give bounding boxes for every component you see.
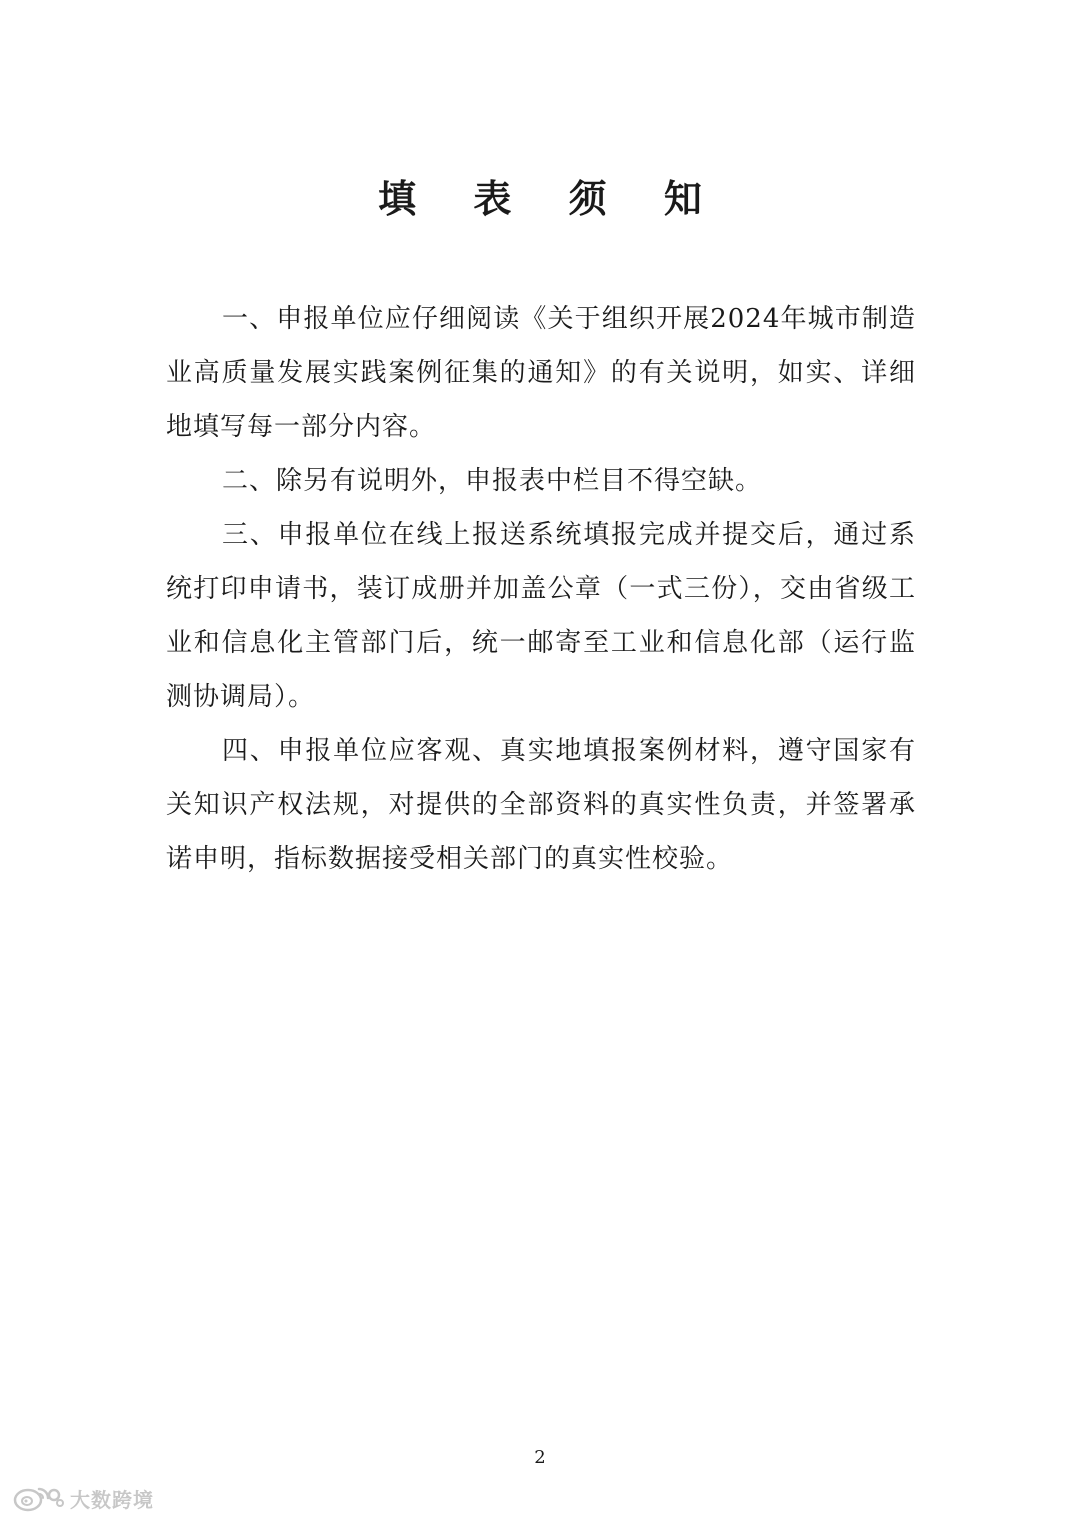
watermark-text: 大数跨境 <box>70 1487 154 1512</box>
paragraph-1: 一、申报单位应仔细阅读《关于组织开展2024年城市制造业高质量发展实践案例征集的通知》的有关说明，如实、详细地填写每一部分内容。 <box>166 304 916 442</box>
page-number: 2 <box>534 1447 546 1468</box>
weibo-logo-icon <box>12 1483 64 1513</box>
paragraph-2: 二、除另有说明外，申报表中栏目不得空缺。 <box>222 466 763 496</box>
document-body <box>166 292 916 886</box>
watermark <box>12 1483 154 1513</box>
page-title: 填 表 须 知 <box>378 176 724 221</box>
paragraph-3: 三、申报单位在线上报送系统填报完成并提交后，通过系统打印申请书，装订成册并加盖公章（一式三份），交由省级工业和信息化主管部门后，统一邮寄至工业和信息化部（运行监测协调局）。 <box>166 520 916 712</box>
paragraph-4: 四、申报单位应客观、真实地填报案例材料，遵守国家有关知识产权法规，对提供的全部资料的真实性负责，并签署承诺申明，指标数据接受相关部门的真实性校验。 <box>166 736 916 874</box>
